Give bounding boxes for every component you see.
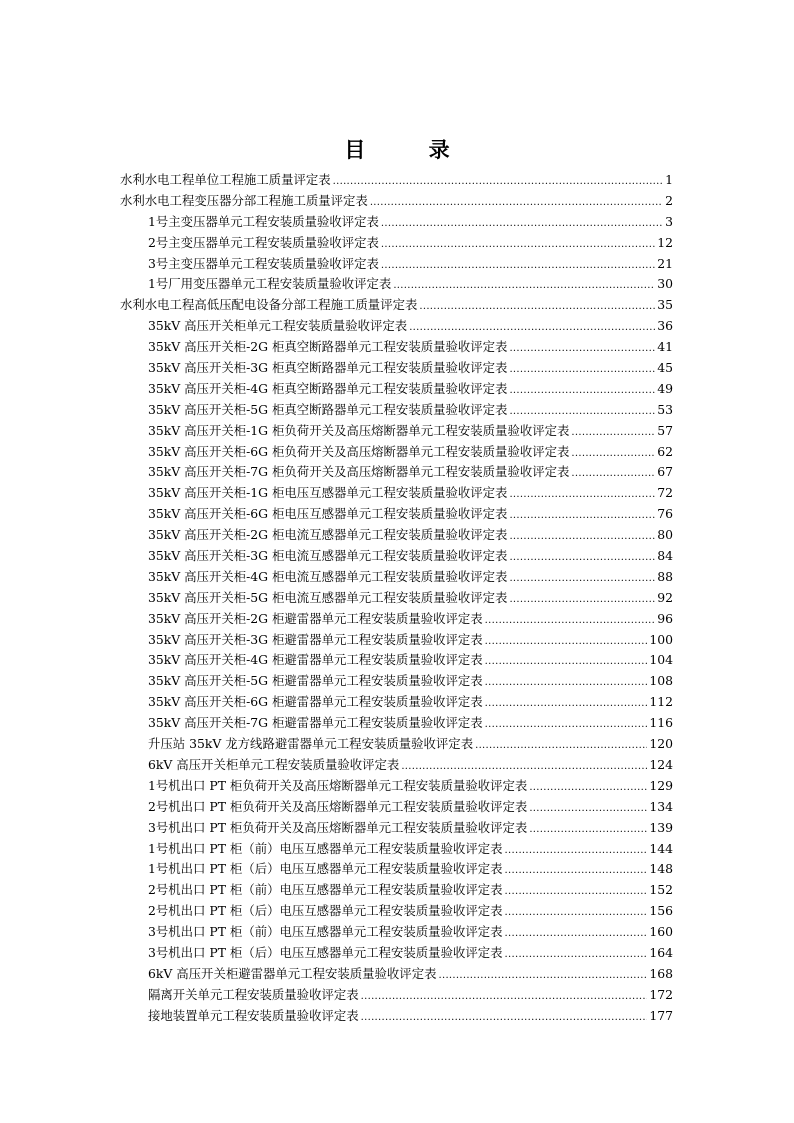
toc-entry-title: 35kV 高压开关柜-3G 柜电流互感器单元工程安装质量验收评定表 xyxy=(148,548,508,564)
toc-leader-dots xyxy=(509,337,655,360)
toc-entry[interactable] xyxy=(120,379,673,400)
toc-leader-dots xyxy=(509,567,655,590)
toc-leader-dots xyxy=(361,985,648,1008)
toc-entry-title: 35kV 高压开关柜-1G 柜电压互感器单元工程安装质量验收评定表 xyxy=(148,485,508,501)
toc-entry[interactable] xyxy=(120,609,673,630)
toc-entry-title: 35kV 高压开关柜-6G 柜电压互感器单元工程安装质量验收评定表 xyxy=(148,506,508,522)
toc-entry[interactable] xyxy=(120,776,673,797)
toc-entry-page: 45 xyxy=(657,360,673,376)
toc-entry-title: 升压站 35kV 龙方线路避雷器单元工程安装质量验收评定表 xyxy=(148,736,474,752)
toc-entry-title: 3号机出口 PT 柜（前）电压互感器单元工程安装质量验收评定表 xyxy=(148,924,503,940)
toc-leader-dots xyxy=(571,421,655,444)
toc-entry[interactable] xyxy=(120,818,673,839)
toc-entry-title: 2号机出口 PT 柜（后）电压互感器单元工程安装质量验收评定表 xyxy=(148,903,503,919)
toc-entry-title: 35kV 高压开关柜-7G 柜避雷器单元工程安装质量验收评定表 xyxy=(148,715,483,731)
toc-leader-dots xyxy=(485,692,648,715)
toc-entry-title: 1号厂用变压器单元工程安装质量验收评定表 xyxy=(148,276,392,292)
toc-entry-page: 160 xyxy=(649,924,673,940)
toc-entry-title: 接地装置单元工程安装质量验收评定表 xyxy=(148,1007,359,1023)
toc-entry-page: 72 xyxy=(657,485,673,501)
toc-entry[interactable] xyxy=(120,254,673,275)
toc-entry-title: 水利水电工程变压器分部工程施工质量评定表 xyxy=(120,192,368,208)
toc-entry[interactable] xyxy=(120,985,673,1006)
toc-entry-page: 168 xyxy=(649,965,673,981)
toc-entry[interactable] xyxy=(120,337,673,358)
toc-entry[interactable] xyxy=(120,964,673,985)
toc-entry-page: 1 xyxy=(665,172,673,187)
toc-entry-title: 3号机出口 PT 柜负荷开关及高压熔断器单元工程安装质量验收评定表 xyxy=(148,819,528,835)
toc-entry-title: 隔离开关单元工程安装质量验收评定表 xyxy=(148,986,359,1002)
toc-entry[interactable] xyxy=(120,713,673,734)
toc-entry-title: 35kV 高压开关柜-4G 柜真空断路器单元工程安装质量验收评定表 xyxy=(148,380,508,396)
toc-entry-page: 156 xyxy=(649,903,673,919)
toc-leader-dots xyxy=(509,588,655,611)
toc-entry[interactable] xyxy=(120,170,673,191)
toc-entry-page: 177 xyxy=(649,1007,673,1023)
toc-leader-dots xyxy=(571,442,655,465)
toc-entry-title: 35kV 高压开关柜-3G 柜避雷器单元工程安装质量验收评定表 xyxy=(148,631,483,647)
toc-leader-dots xyxy=(529,797,647,820)
toc-entry-title: 1号机出口 PT 柜（后）电压互感器单元工程安装质量验收评定表 xyxy=(148,861,503,877)
toc-entry-page: 67 xyxy=(657,464,673,480)
toc-entry-page: 104 xyxy=(649,652,673,668)
toc-entry-title: 35kV 高压开关柜-6G 柜避雷器单元工程安装质量验收评定表 xyxy=(148,694,483,710)
toc-entry[interactable] xyxy=(120,233,673,254)
toc-entry-title: 35kV 高压开关柜-5G 柜避雷器单元工程安装质量验收评定表 xyxy=(148,673,483,689)
toc-entry-title: 3号主变压器单元工程安装质量验收评定表 xyxy=(148,255,379,271)
toc-leader-dots xyxy=(509,379,655,402)
toc-entry[interactable] xyxy=(120,567,673,588)
toc-entry-page: 62 xyxy=(657,443,673,459)
toc-entry-title: 35kV 高压开关柜-5G 柜电流互感器单元工程安装质量验收评定表 xyxy=(148,589,508,605)
toc-entry-title: 水利水电工程高低压配电设备分部工程施工质量评定表 xyxy=(120,297,418,313)
toc-leader-dots xyxy=(381,212,663,235)
toc-leader-dots xyxy=(370,191,663,214)
toc-entry-page: 3 xyxy=(665,213,673,229)
toc-entry[interactable] xyxy=(120,880,673,901)
toc-entry-page: 124 xyxy=(649,756,673,772)
toc-leader-dots xyxy=(529,818,647,841)
toc-entry[interactable] xyxy=(120,358,673,379)
toc-entry-title: 35kV 高压开关柜-3G 柜真空断路器单元工程安装质量验收评定表 xyxy=(148,360,508,376)
toc-entry-title: 3号机出口 PT 柜（后）电压互感器单元工程安装质量验收评定表 xyxy=(148,944,503,960)
toc-entry-title: 2号机出口 PT 柜（前）电压互感器单元工程安装质量验收评定表 xyxy=(148,882,503,898)
toc-entry-title: 1号机出口 PT 柜负荷开关及高压熔断器单元工程安装质量验收评定表 xyxy=(148,777,528,793)
toc-leader-dots xyxy=(509,525,655,548)
toc-entry[interactable] xyxy=(120,212,673,233)
toc-entry[interactable] xyxy=(120,546,673,567)
toc-leader-dots xyxy=(505,943,648,966)
toc-entry[interactable] xyxy=(120,525,673,546)
toc-entry-page: 172 xyxy=(649,986,673,1002)
toc-entry-page: 36 xyxy=(657,318,673,334)
toc-entry-title: 35kV 高压开关柜-6G 柜负荷开关及高压熔断器单元工程安装质量验收评定表 xyxy=(148,443,570,459)
toc-entry-title: 35kV 高压开关柜-4G 柜电流互感器单元工程安装质量验收评定表 xyxy=(148,568,508,584)
toc-entry-title: 35kV 高压开关柜-4G 柜避雷器单元工程安装质量验收评定表 xyxy=(148,652,483,668)
toc-leader-dots xyxy=(393,274,655,297)
page-title: 目 录 xyxy=(344,137,478,162)
toc-entry[interactable] xyxy=(120,421,673,442)
toc-entry[interactable] xyxy=(120,901,673,922)
toc-entry-title: 6kV 高压开关柜避雷器单元工程安装质量验收评定表 xyxy=(148,965,437,981)
toc-leader-dots xyxy=(401,755,647,778)
toc-entry[interactable] xyxy=(120,504,673,525)
toc-entry[interactable] xyxy=(120,295,673,316)
toc-leader-dots xyxy=(485,650,648,673)
toc-entry[interactable] xyxy=(120,839,673,860)
toc-entry-title: 35kV 高压开关柜-2G 柜避雷器单元工程安装质量验收评定表 xyxy=(148,610,483,626)
toc-entry-title: 35kV 高压开关柜-2G 柜真空断路器单元工程安装质量验收评定表 xyxy=(148,339,508,355)
toc-entry[interactable] xyxy=(120,797,673,818)
toc-entry[interactable] xyxy=(120,650,673,671)
toc-leader-dots xyxy=(509,546,655,569)
toc-entry-page: 80 xyxy=(657,527,673,543)
toc-entry[interactable] xyxy=(120,734,673,755)
toc-entry[interactable] xyxy=(120,316,673,337)
toc-entry-page: 57 xyxy=(657,422,673,438)
toc-leader-dots xyxy=(505,922,648,945)
toc-leader-dots xyxy=(438,964,647,987)
toc-entry-title: 35kV 高压开关柜单元工程安装质量验收评定表 xyxy=(148,318,408,334)
toc-entry[interactable] xyxy=(120,943,673,964)
toc-entry-page: 88 xyxy=(657,568,673,584)
toc-entry[interactable] xyxy=(120,859,673,880)
toc-entry-page: 148 xyxy=(649,861,673,877)
toc-leader-dots xyxy=(509,358,655,381)
toc-entry[interactable] xyxy=(120,462,673,483)
toc-entry-page: 12 xyxy=(657,234,673,250)
toc-leader-dots xyxy=(505,859,648,882)
toc-entry-title: 35kV 高压开关柜-7G 柜负荷开关及高压熔断器单元工程安装质量验收评定表 xyxy=(148,464,570,480)
toc-leader-dots xyxy=(361,1006,648,1029)
toc-entry[interactable] xyxy=(120,922,673,943)
toc-leader-dots xyxy=(485,630,648,653)
toc-leader-dots xyxy=(509,504,655,527)
toc-entry-title: 35kV 高压开关柜-1G 柜负荷开关及高压熔断器单元工程安装质量验收评定表 xyxy=(148,422,570,438)
toc-entry[interactable] xyxy=(120,755,673,776)
toc-leader-dots xyxy=(381,233,655,256)
toc-entry-title: 1号主变压器单元工程安装质量验收评定表 xyxy=(148,213,379,229)
toc-entry-page: 30 xyxy=(657,276,673,292)
toc-entry-page: 144 xyxy=(649,840,673,856)
toc-entry-page: 112 xyxy=(649,694,673,710)
toc-entry-page: 2 xyxy=(665,192,673,208)
toc-entry[interactable] xyxy=(120,692,673,713)
toc-entry[interactable] xyxy=(120,1006,673,1027)
toc-entry-page: 53 xyxy=(657,401,673,417)
toc-entry-page: 21 xyxy=(657,255,673,271)
toc-entry[interactable] xyxy=(120,442,673,463)
toc-leader-dots xyxy=(505,901,648,924)
toc-entry-page: 76 xyxy=(657,506,673,522)
toc-entry-title: 1号机出口 PT 柜（前）电压互感器单元工程安装质量验收评定表 xyxy=(148,840,503,856)
toc-leader-dots xyxy=(571,462,655,485)
toc-leader-dots xyxy=(485,609,656,632)
toc-entry-page: 120 xyxy=(649,736,673,752)
toc-entry-page: 49 xyxy=(657,380,673,396)
toc-leader-dots xyxy=(505,880,648,903)
toc-leader-dots xyxy=(509,483,655,506)
toc-entry-title: 6kV 高压开关柜单元工程安装质量验收评定表 xyxy=(148,756,400,772)
toc-entry-page: 129 xyxy=(649,777,673,793)
toc-entry-page: 84 xyxy=(657,548,673,564)
toc-entry-title: 35kV 高压开关柜-5G 柜真空断路器单元工程安装质量验收评定表 xyxy=(148,401,508,417)
toc-entry[interactable] xyxy=(120,588,673,609)
toc-entry-page: 116 xyxy=(649,715,673,731)
toc-leader-dots xyxy=(419,295,655,318)
toc-leader-dots xyxy=(409,316,655,339)
toc-leader-dots xyxy=(333,170,663,193)
toc-entry-page: 152 xyxy=(649,882,673,898)
toc-entry-page: 41 xyxy=(657,339,673,355)
toc-entry[interactable] xyxy=(120,671,673,692)
toc-entry-page: 134 xyxy=(649,798,673,814)
toc-leader-dots xyxy=(381,254,655,277)
toc-leader-dots xyxy=(485,713,648,736)
toc-leader-dots xyxy=(509,400,655,423)
toc-entry-page: 35 xyxy=(657,297,673,313)
toc-leader-dots xyxy=(485,671,648,694)
toc-leader-dots xyxy=(475,734,647,757)
toc-entry-page: 108 xyxy=(649,673,673,689)
toc-entry-title: 水利水电工程单位工程施工质量评定表 xyxy=(120,172,331,187)
toc-entry-page: 164 xyxy=(649,944,673,960)
toc-entry[interactable] xyxy=(120,400,673,421)
toc-entry-title: 35kV 高压开关柜-2G 柜电流互感器单元工程安装质量验收评定表 xyxy=(148,527,508,543)
toc-entry-page: 96 xyxy=(657,610,673,626)
toc-entry[interactable] xyxy=(120,191,673,212)
toc-entry-title: 2号主变压器单元工程安装质量验收评定表 xyxy=(148,234,379,250)
toc-entry[interactable] xyxy=(120,274,673,295)
toc-entry-title: 2号机出口 PT 柜负荷开关及高压熔断器单元工程安装质量验收评定表 xyxy=(148,798,528,814)
toc-entry[interactable] xyxy=(120,483,673,504)
toc-entry-page: 100 xyxy=(649,631,673,647)
toc-leader-dots xyxy=(505,839,648,862)
table-of-contents xyxy=(120,170,673,1027)
toc-entry-page: 92 xyxy=(657,589,673,605)
toc-leader-dots xyxy=(529,776,647,799)
toc-entry-page: 139 xyxy=(649,819,673,835)
toc-entry[interactable] xyxy=(120,630,673,651)
